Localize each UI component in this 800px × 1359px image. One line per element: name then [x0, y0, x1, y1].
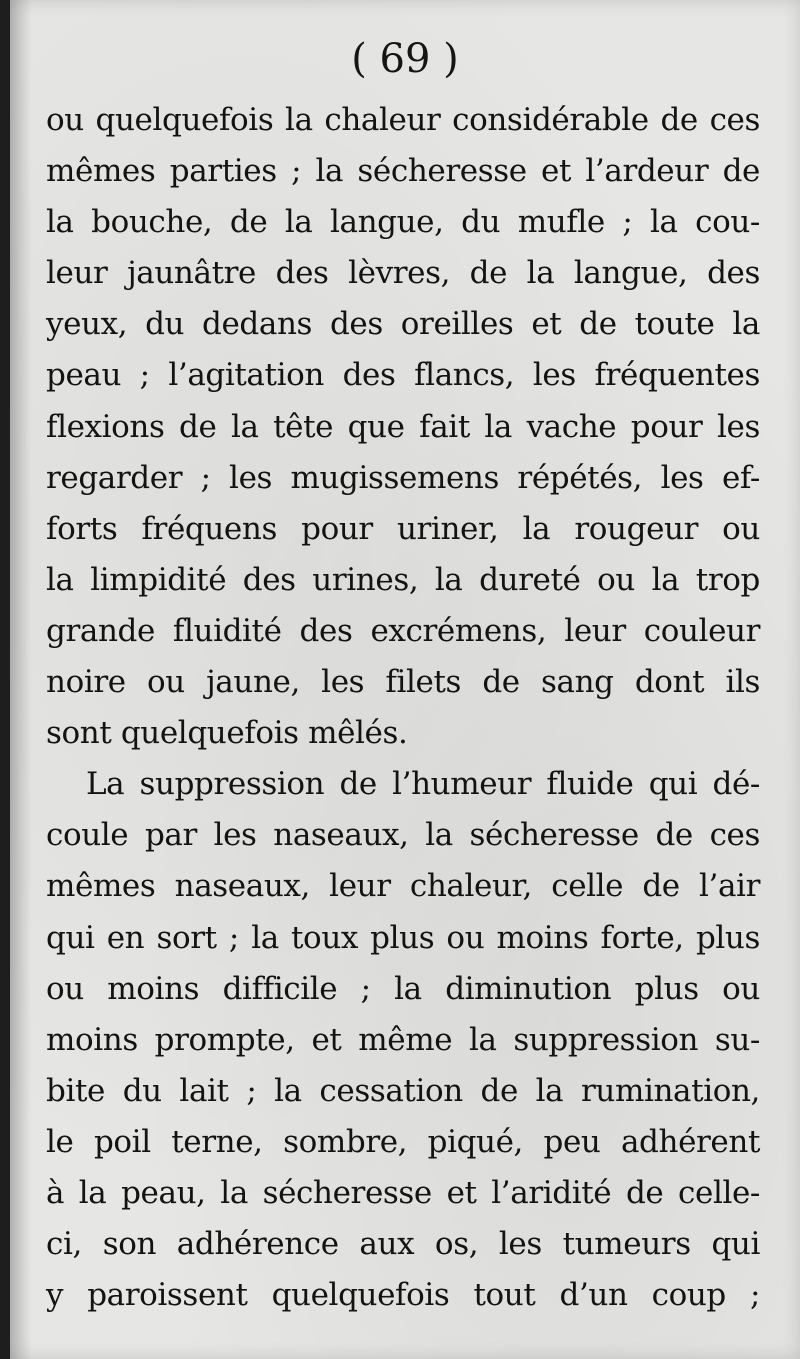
text-line: la limpidité des urines, la dureté ou la trop — [46, 561, 760, 598]
text-line: ou moins difficile ; la diminution plus ou — [46, 970, 760, 1007]
text-line: flexions de la tête que fait la vache pour les — [46, 408, 760, 445]
body-text — [46, 95, 760, 1321]
text-line: mêmes parties ; la sécheresse et l’ardeur de — [46, 153, 760, 190]
text-line: qui en sort ; la toux plus ou moins forte, plus — [46, 919, 760, 956]
text-line: noire ou jaune, les filets de sang dont ils — [46, 664, 760, 701]
text-line: forts fréquens pour uriner, la rougeur ou — [46, 510, 760, 547]
text-line: à la peau, la sécheresse et l’aridité de celle- — [46, 1174, 760, 1211]
text-line: ou quelquefois la chaleur considérable de ces — [46, 102, 760, 138]
paragraph-start-line: La suppression de l’humeur fluide qui dé- — [86, 766, 760, 803]
text-line: moins prompte, et même la suppression su- — [46, 1021, 760, 1058]
paragraph-end-line: sont quelquefois mêlés. — [46, 715, 408, 752]
page-number: ( 69 ) — [351, 36, 459, 82]
text-line: bite du lait ; la cessation de la rumination, — [46, 1072, 760, 1109]
book-page — [10, 0, 800, 1359]
text-line: coule par les naseaux, la sécheresse de ces — [46, 817, 760, 854]
text-line: peau ; l’agitation des flancs, les fréquentes — [46, 357, 760, 394]
text-line: grande fluidité des excrémens, leur couleur — [46, 612, 760, 649]
text-line: leur jaunâtre des lèvres, de la langue, des — [46, 255, 760, 292]
text-line: y paroissent quelquefois tout d’un coup ; — [46, 1277, 760, 1314]
text-line: le poil terne, sombre, piqué, peu adhérent — [46, 1123, 760, 1160]
text-line: yeux, du dedans des oreilles et de toute la — [46, 306, 760, 343]
text-line: regarder ; les mugissemens répétés, les ef- — [46, 459, 760, 496]
text-line: mêmes naseaux, leur chaleur, celle de l’air — [46, 868, 760, 905]
text-line: la bouche, de la langue, du mufle ; la cou- — [46, 204, 760, 241]
text-line: ci, son adhérence aux os, les tumeurs qui — [46, 1226, 760, 1263]
